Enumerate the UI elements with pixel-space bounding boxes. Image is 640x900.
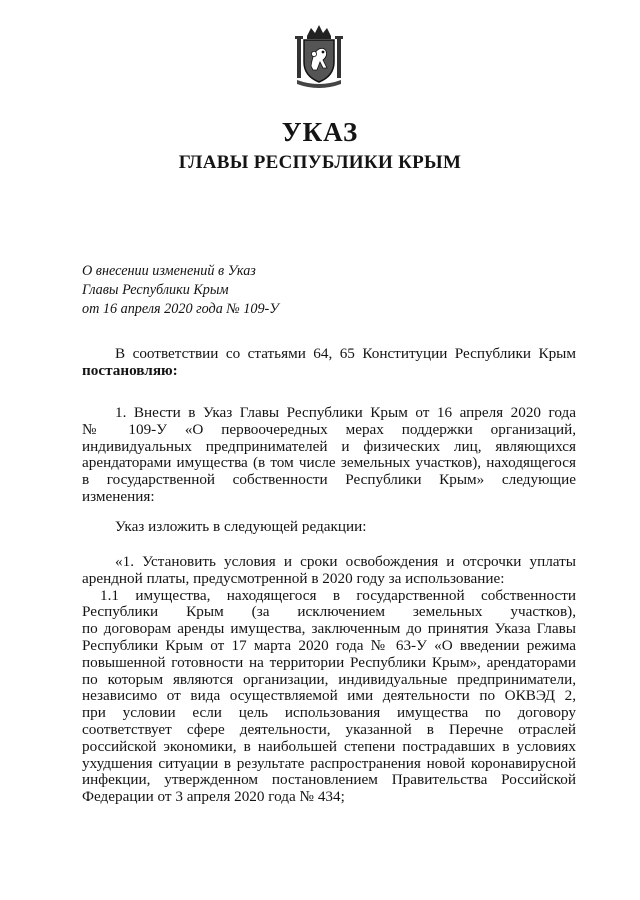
quote-line: российской экономики, в наибольшей степени пострадавших в условиях xyxy=(82,737,576,755)
clause-line: арендаторами имущества (в том числе земельных участков), находящегося xyxy=(82,454,576,472)
clause-line: изменения: xyxy=(82,487,155,505)
preamble-paragraph xyxy=(82,346,576,380)
quote-line: Республики Крым от 17 марта 2020 года № 63-У «О введении режима xyxy=(82,636,576,654)
quote-line: соответствует сфере деятельности, указанной в Перечне отраслей xyxy=(82,720,576,738)
page-title: УКАЗ xyxy=(281,117,359,147)
quote-line: по которым являются организации, индивидуальные предприниматели, xyxy=(82,670,576,688)
edit-line: Указ изложить в следующей редакции: xyxy=(115,518,367,535)
decree-subject xyxy=(82,262,279,319)
quote-line: при условии если цель использования имущества по договору xyxy=(82,704,576,722)
preamble-line: В соответствии со статьями 64, 65 Конституции Республики Крым xyxy=(115,345,576,362)
quote-line: повышенной готовности на территории Республики Крым», арендаторами xyxy=(82,653,576,671)
quote-line: Федерации от 3 апреля 2020 года № 434; xyxy=(82,788,345,806)
quoted-text xyxy=(82,554,576,806)
page-subtitle: ГЛАВЫ РЕСПУБЛИКИ КРЫМ xyxy=(178,152,462,173)
clause-line: индивидуальных предпринимателей и физических лиц, являющихся xyxy=(82,437,576,455)
subject-line: от 16 апреля 2020 года № 109-У xyxy=(82,301,279,317)
clause-line: № 109-У «О первоочередных мерах поддержки организаций, xyxy=(82,420,576,438)
crimea-coat-of-arms-icon xyxy=(293,22,345,88)
quote-line: 1.1 имущества, находящегося в государственной собственности xyxy=(100,586,576,604)
quote-line: «1. Установить условия и сроки освобождения и отсрочки уплаты xyxy=(115,553,576,570)
subject-line: Главы Республики Крым xyxy=(82,282,229,298)
quote-line: ухудшения ситуации в результате распространения новой коронавирусной xyxy=(82,754,576,772)
subject-line: О внесении изменений в Указ xyxy=(82,263,256,279)
quote-line: Республики Крым (за исключением земельных участков), xyxy=(82,603,576,621)
quote-line: независимо от вида осуществляемой ими деятельности по ОКВЭД 2, xyxy=(82,687,576,705)
clause-line: в государственной собственности Республики Крым» следующие xyxy=(82,471,576,489)
quote-line: по договорам аренды имущества, заключенным до принятия Указа Главы xyxy=(82,620,576,638)
edit-paragraph xyxy=(82,519,576,536)
quote-line: инфекции, утвержденном постановлением Правительства Российской xyxy=(82,771,576,789)
clause-line: 1. Внести в Указ Главы Республики Крым от 16 апреля 2020 года xyxy=(115,404,576,421)
quote-line: арендной платы, предусмотренной в 2020 году за использование: xyxy=(82,569,505,587)
decree-word: постановляю: xyxy=(82,361,178,379)
clause-1-paragraph xyxy=(82,405,576,506)
